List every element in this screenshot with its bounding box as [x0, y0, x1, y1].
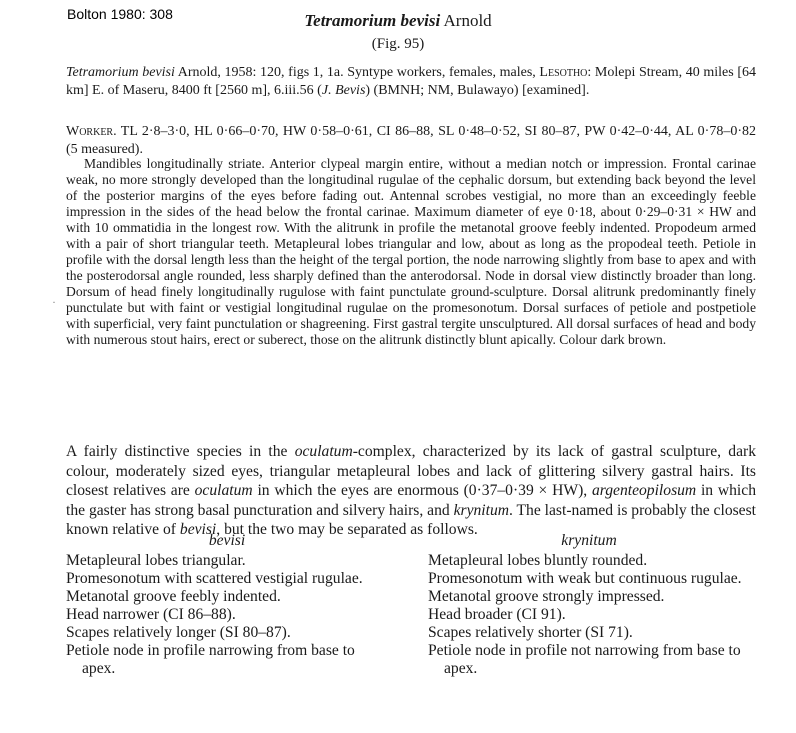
synonymy-locality: Lesotho [539, 65, 588, 80]
comparison-item: Petiole node in profile narrowing from base to apex. [66, 642, 355, 677]
comparison-item: Metapleural lobes bluntly rounded. [428, 552, 648, 569]
discussion-italic-3: argenteopilosum [591, 482, 697, 499]
discussion-italic-5: bevisi [179, 521, 217, 538]
discussion-italic-1: oculatum [294, 443, 353, 460]
discussion-text-6: , but the two may be separated as follows. [216, 521, 478, 538]
comparison-item: Scapes relatively shorter (SI 71). [428, 624, 633, 641]
discussion-text-4: in which the gaster has strong basal puncturation and silvery hairs, and [66, 482, 756, 519]
synonymy-text-3: ) (BMNH; NM, Bulawayo) [examined]. [365, 83, 590, 98]
discussion-italic-4: krynitum [453, 501, 510, 519]
species-title-taxon: Tetramorium bevisi [304, 11, 441, 30]
comparison-item: Head broader (CI 91). [428, 606, 566, 623]
worker-measurements [66, 123, 756, 159]
species-title-author: Arnold [440, 11, 492, 30]
comparison-item: Metanotal groove strongly impressed. [428, 588, 665, 605]
species-title [0, 11, 796, 31]
synonymy-text-1: Arnold, 1958: 120, figs 1, 1a. Syntype workers, females, males, [174, 65, 540, 80]
discussion-text-3: in which the eyes are enormous (0·37–0·39 × HW), [252, 482, 592, 499]
margin-mark: · [52, 295, 56, 309]
discussion-paragraph [66, 442, 756, 540]
comparison-column-krynitum [428, 532, 750, 678]
discussion-text-2: -complex, characterized by its lack of gastral sculpture, dark colour, moderately sized eyes, triangular metapleural lobes and lack of glittering silvery gastral hairs. Its closest relatives are [66, 443, 757, 499]
synonymy-text-2: : Molepi Stream, 40 miles [64 km] E. of Maseru, 8400 ft [2560 m], 6.iii.56 ( [66, 65, 756, 98]
synonymy-paragraph [66, 64, 756, 100]
discussion-italic-2: oculatum [194, 482, 253, 499]
comparison-item: Petiole node in profile not narrowing from base to apex. [428, 642, 741, 677]
comparison-item: Metanotal groove feebly indented. [66, 588, 281, 605]
discussion-text-5: . The last-named is probably the closest known relative of [66, 501, 757, 538]
comparison-column-bevisi [66, 532, 388, 678]
synonymy-taxon: Tetramorium bevisi [66, 65, 175, 80]
discussion-text-1: A fairly distinctive species in the [66, 443, 295, 460]
comparison-item: Scapes relatively longer (SI 80–87). [66, 624, 291, 641]
comparison-header-krynitum: krynitum [561, 532, 617, 549]
comparison-item: Head narrower (CI 86–88). [66, 606, 236, 623]
synonymy-collector: J. Bevis [321, 83, 366, 98]
comparison-header-bevisi: bevisi [208, 532, 246, 549]
citation-label: Bolton 1980: 308 [67, 6, 173, 22]
figure-reference: (Fig. 95) [371, 36, 425, 52]
worker-text: . TL 2·8–3·0, HL 0·66–0·70, HW 0·58–0·61, CI 86–88, SL 0·48–0·52, SI 80–87, PW 0·42–0·44, AL 0·78–0·82 (5 measured). [66, 124, 756, 157]
comparison-item: Metapleural lobes triangular. [66, 552, 246, 569]
comparison-item: Promesonotum with scattered vestigial rugulae. [66, 570, 363, 587]
description-paragraph: Mandibles longitudinally striate. Anterior clypeal margin entire, without a median notch or impression. Frontal carinae weak, no more strongly developed than the longitudinal rugulae of the cephalic dorsum, but extending back beyond the level of the posterior margins of the eyes before fading out. Antennal scrobes vestigial, no more than an exceedingly feeble impression in the sides of the head below the frontal carinae. Maximum diameter of eye 0·18, about 0·29–0·31 × HW and with 10 ommatidia in the longest row. With the alitrunk in profile the metanotal groove feebly indented. Propodeum armed with a pair of short triangular teeth. Metapleural lobes triangular and low, about as long as the propodeal teeth. Petiole in profile with the dorsal length less than the height of the tergal portion, the node narrowing slightly from base to apex and with the posterodorsal angle rounded, less sharply defined than the anterodorsal. Node in dorsal view distinctly broader than long. Dorsum of head finely longitudinally rugulose with faint punctulate ground-sculpture. Dorsal alitrunk predominantly finely punctulate but with faint or vestigial longitudinal rugulae on the promesonotum. Dorsal surfaces of petiole and postpetiole with superficial, very faint punctulation or shagreening. First gastral tergite unsculptured. All dorsal surfaces of head and body with numerous stout hairs, erect or suberect, those on the alitrunk distinctly blunt apically. Colour dark brown. [66, 156, 756, 347]
comparison-item: Promesonotum with weak but continuous rugulae. [428, 570, 742, 587]
worker-label: Worker [66, 124, 114, 139]
